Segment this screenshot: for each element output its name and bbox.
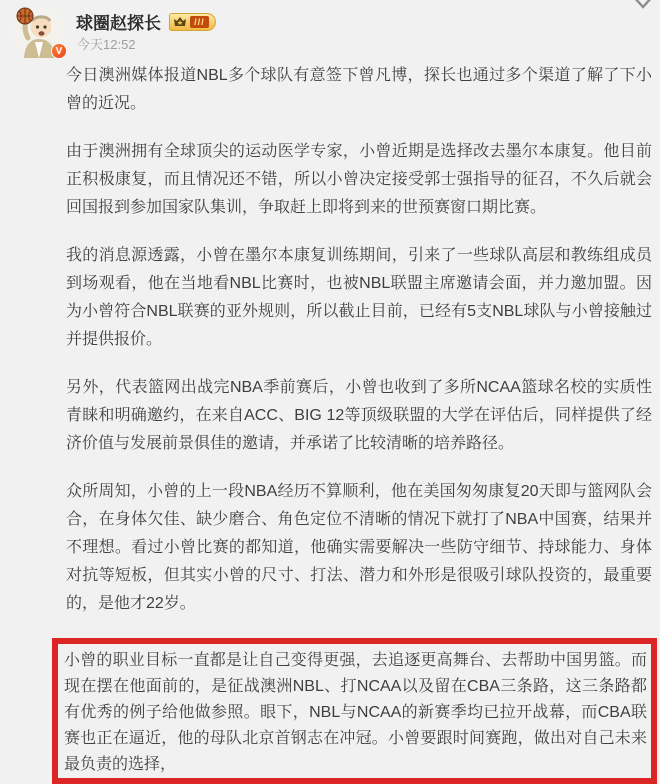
post-paragraph: 另外，代表篮网出战完NBA季前赛后，小曾也收到了多所NCAA篮球名校的实质性青睐和明确邀约，在来自ACC、BIG 12等顶级联盟的大学在评估后，同样提供了经济价值与发展前景俱佳的邀请，并承诺了比较清晰的培养路径。 bbox=[66, 379, 652, 452]
verified-badge-icon: V bbox=[51, 43, 67, 59]
highlighted-paragraph: 小曾的职业目标一直都是让自己变得更强，去追逐更高舞台、去帮助中国男篮。而现在摆在他面前的，是征战澳洲NBL、打NCAA以及留在CBA三条路，这三条路都有优秀的例子给他做参照。眼下，NBL与NCAA的新赛季均已拉开战幕，而CBA联赛也正在逼近，他的母队北京首钢志在冲冠。小曾要跟时间赛跑，做出对自己未来最负责的选择， bbox=[64, 652, 647, 773]
avatar[interactable] bbox=[12, 6, 64, 58]
post-paragraph: 众所周知，小曾的上一段NBA经历不算顺利，他在美国匆匆康复20天即与篮网队会合，在身体欠佳、缺少磨合、角色定位不清晰的情况下就打了NBA中国赛，结果并不理想。看过小曾比赛的都知道，他确实需要解决一些防守细节、持球能力、身体对抗等短板，但其实小曾的尺寸、打法、潜力和外形是很吸引球队投资的，最重要的，是他才22岁。 bbox=[66, 483, 652, 612]
crown-icon bbox=[173, 16, 187, 28]
vip-badge[interactable] bbox=[169, 13, 216, 31]
post-paragraph: 我的消息源透露，小曾在墨尔本康复训练期间，引来了一些球队高层和教练组成员到场观看，他在当地看NBL比赛时，也被NBL联盟主席邀请会面，并力邀加盟。因为小曾符合NBL联赛的亚外规则，所以截止目前，已经有5支NBL球队与小曾接触过并提供报价。 bbox=[66, 247, 652, 348]
chevron-down-icon bbox=[631, 0, 655, 17]
red-annotation-box bbox=[52, 638, 657, 784]
post-timestamp[interactable]: 今天12:52 bbox=[77, 37, 136, 52]
post-header bbox=[0, 0, 660, 60]
author-name[interactable]: 球圈赵探长 bbox=[76, 14, 161, 33]
post-paragraph: 由于澳洲拥有全球顶尖的运动医学专家，小曾近期是选择改去墨尔本康复。他目前正积极康复，而且情况还不错，所以小曾决定接受郭士强指导的征召，不久后就会回国报到参加国家队集训，争取赶上即将到来的世预赛窗口期比赛。 bbox=[66, 143, 652, 216]
post-paragraph: 今日澳洲媒体报道NBL多个球队有意签下曾凡博，探长也通过多个渠道了解了下小曾的近况。 bbox=[66, 67, 652, 112]
post-body bbox=[0, 60, 660, 784]
vip-level-label: III bbox=[190, 16, 209, 28]
more-button[interactable] bbox=[631, 0, 655, 13]
